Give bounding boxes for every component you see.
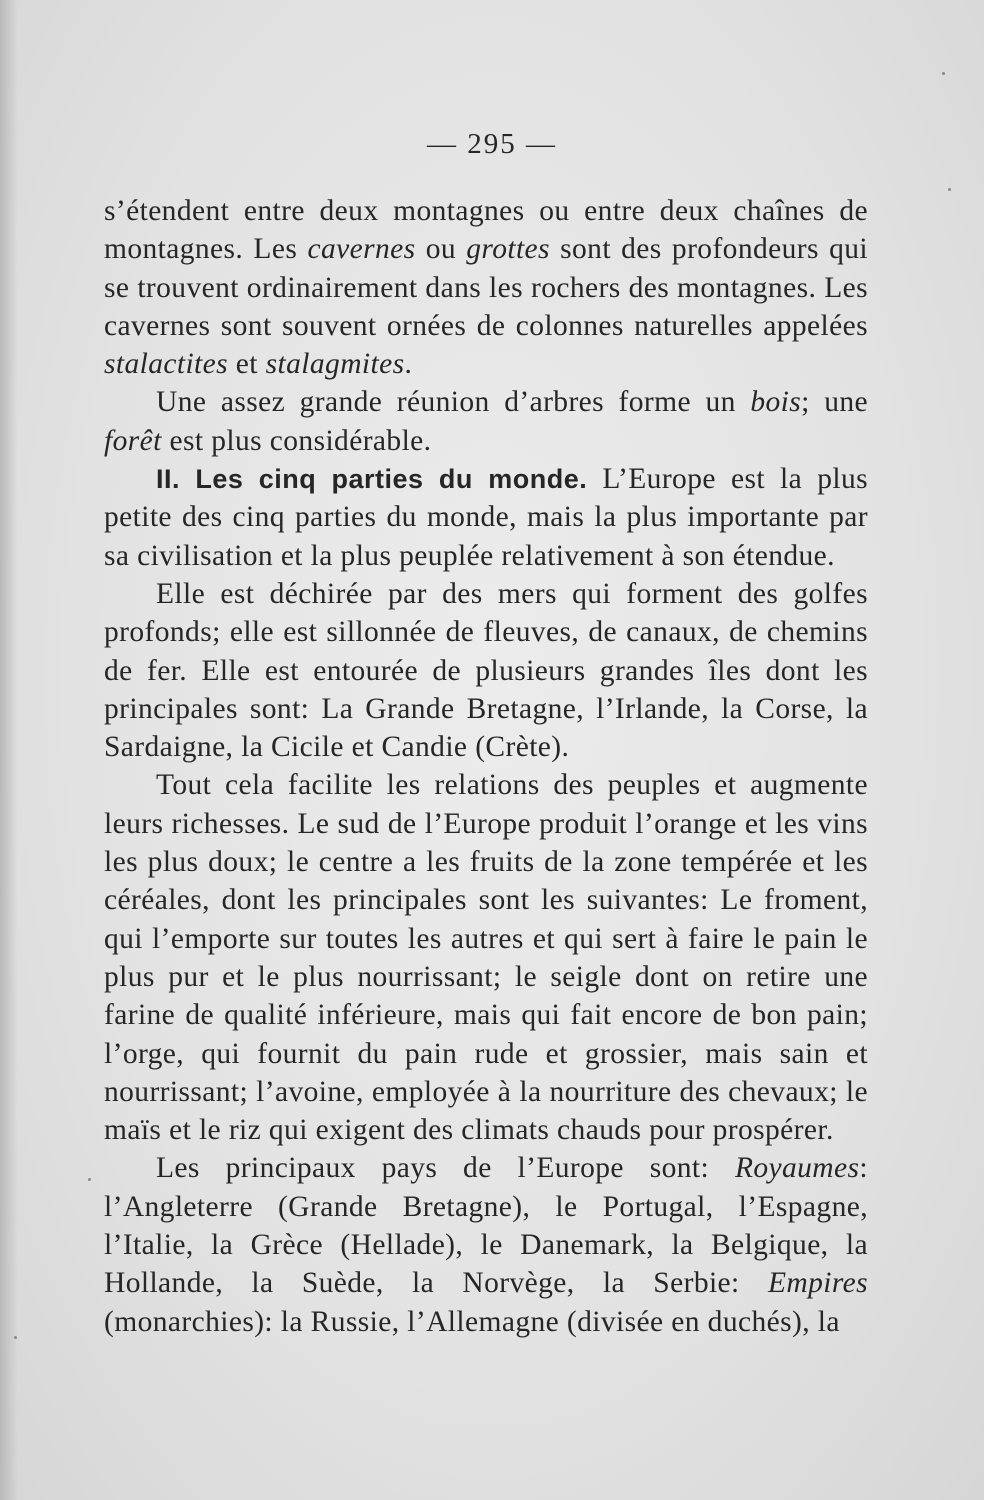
text-run: Une assez grande réunion d’arbres forme un: [156, 386, 751, 419]
text-run: L’Europe est la plus petite des cinq parties du monde, mais la plus importante par sa civilisation et la plus peuplée relativement à son étendue.: [104, 463, 868, 572]
text-run: s’étendent entre deux montagnes ou entre deux chaînes de montagnes. Les: [104, 195, 868, 266]
text-run: (monarchies): la Russie, l’Allemagne (divisée en duchés), la: [104, 1305, 840, 1338]
page-gutter-shadow: [0, 0, 18, 1500]
text-run: ; une: [801, 386, 868, 419]
italic-term: cavernes: [307, 233, 416, 266]
text-run: .: [404, 348, 413, 381]
text-run: Elle est déchirée par des mers qui forment des golfes profonds; elle est sillonnée de fleuves, de canaux, de chemins de fer. Elle est entourée de plusieurs grandes îles dont les principales sont: La Grande Bretagne, l’Irlande, la Corse, la Sardaigne, la Cicile et Candie (Crète).: [104, 577, 868, 764]
text-run: est plus considérable.: [161, 424, 432, 457]
paragraph: [104, 766, 868, 1149]
italic-term: Royaumes: [734, 1152, 860, 1185]
paper-speck: [88, 1178, 91, 1181]
text-run: ou: [415, 233, 467, 266]
italic-term: forêt: [104, 424, 162, 457]
body-text: [104, 192, 868, 1341]
section-heading: II. Les cinq parties du monde.: [156, 464, 588, 495]
paper-speck: [14, 1336, 17, 1339]
paragraph: [104, 192, 868, 383]
text-run: : l’Angleterre (Grande Bretagne), le Portugal, l’Espagne, l’Italie, la Grèce (Hellade), le Danemark, la Belgique, la Hollande, la Suède, la Norvège, la Serbie:: [104, 1152, 868, 1300]
paragraph: [104, 1149, 868, 1340]
text-run: et: [228, 348, 266, 381]
paper-speck: [948, 188, 951, 191]
paragraph: [104, 575, 868, 766]
page-number: — 295 —: [427, 128, 557, 160]
paragraph: [104, 383, 868, 460]
text-run: Les principaux pays de l’Europe sont:: [156, 1152, 735, 1185]
italic-term: stalagmites: [265, 348, 405, 381]
text-run: sont des profondeurs qui se trouvent ordinairement dans les rochers des montagnes. Les cavernes sont souvent ornées de colonnes naturelles appelées: [104, 233, 868, 342]
paper-speck: [942, 72, 945, 75]
paragraph: [104, 460, 868, 575]
italic-term: Empires: [767, 1267, 868, 1300]
italic-term: stalactites: [104, 348, 229, 381]
italic-term: bois: [750, 386, 802, 419]
italic-term: grottes: [466, 233, 550, 266]
text-run: Tout cela facilite les relations des peuples et augmente leurs richesses. Le sud de l’Europe produit l’orange et les vins les plus doux; le centre a les fruits de la zone tempérée et les céréales, dont les principales sont les suivantes: Le froment, qui l’emporte sur toutes les autres et qui sert à faire le pain le plus pur et le plus nourrissant; le seigle dont on retire une farine de qualité inférieure, mais qui fait encore de bon pain; l’orge, qui fournit du pain rude et grossier, mais sain et nourrissant; l’avoine, employée à la nourriture des chevaux; le maïs et le riz qui exigent des climats chauds pour prospérer.: [104, 769, 868, 1147]
